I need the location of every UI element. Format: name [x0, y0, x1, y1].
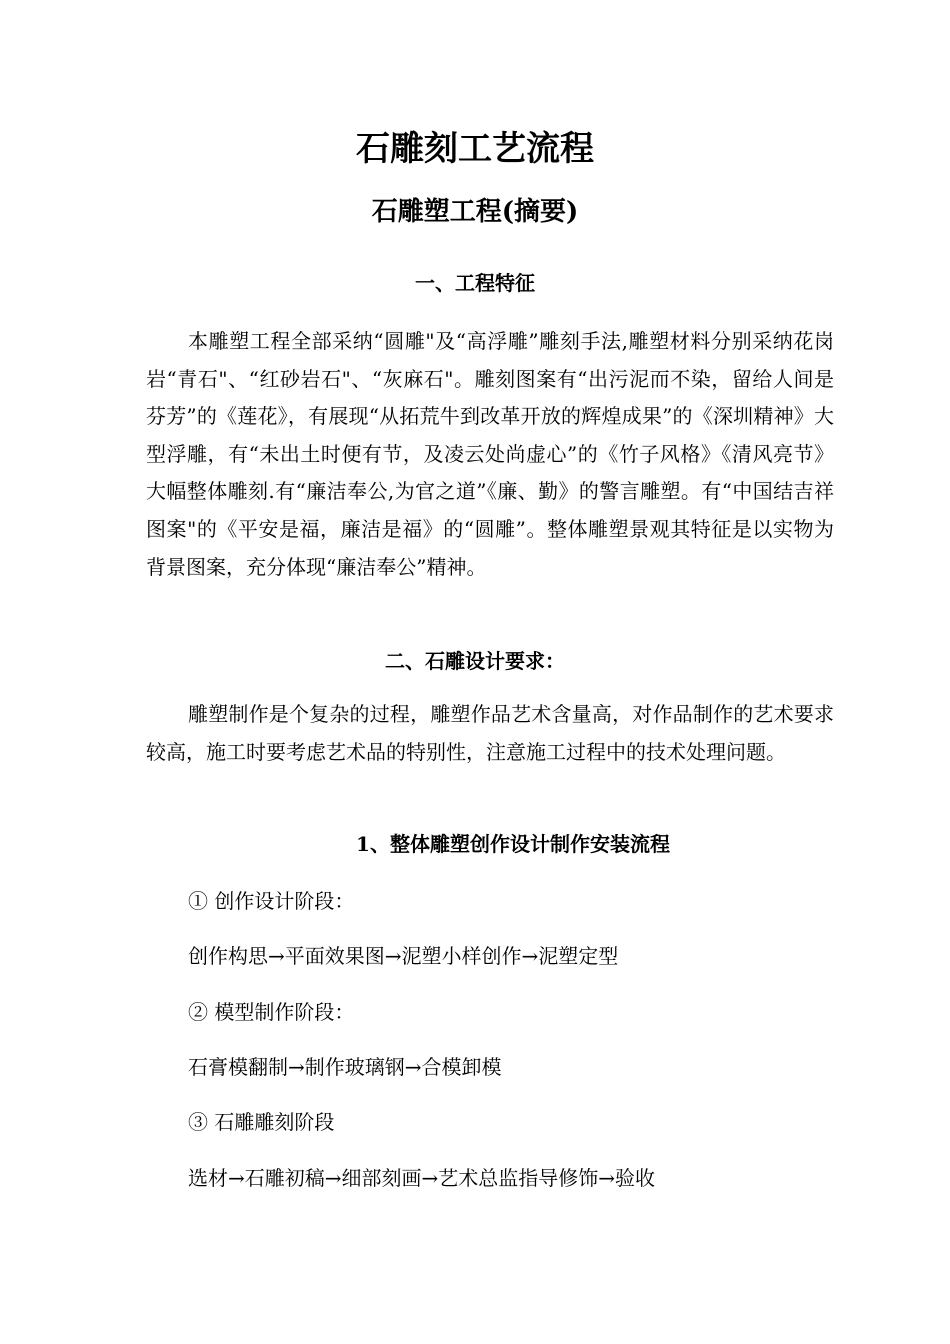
- subsection-heading-process: 1、整体雕塑创作设计制作安装流程: [356, 832, 670, 856]
- document-title: 石雕刻工艺流程: [356, 129, 594, 169]
- stage1-flow: 创作构思→平面效果图→泥塑小样创作→泥塑定型: [188, 944, 619, 968]
- document-subtitle: 石雕塑工程(摘要): [371, 197, 579, 227]
- section-body-features: 本雕塑工程全部采纳“圆雕"及“高浮雕”雕刻手法,雕塑材料分别采纳花岗岩“青石"、“红砂岩石"、“灰麻石"。雕刻图案有“出污泥而不染，留给人间是芬芳”的《莲花》，有展现“从拓荒牛到改革开放的辉煌成果”的《深圳精神》大型浮雕，有“未出土时便有节，及凌云处尚虚心”的《竹子风格》《清风亮节》大幅整体雕刻.有“廉洁奉公,为官之道”《廉、勤》的警言雕塑。有“中国结吉祥图案"的《平安是福，廉洁是福》的“圆雕”。整体雕塑景观其特征是以实物为背景图案，充分体现“廉洁奉公”精神。: [146, 329, 834, 579]
- section-body-design-requirements: 雕塑制作是个复杂的过程，雕塑作品艺术含量高，对作品制作的艺术要求较高，施工时要考虑艺术品的特别性，注意施工过程中的技术处理问题。: [146, 702, 834, 764]
- stage2-label: ② 模型制作阶段：: [188, 1000, 355, 1024]
- section-heading-design-requirements: 二、石雕设计要求：: [385, 649, 565, 673]
- stage1-label: ① 创作设计阶段：: [188, 889, 355, 913]
- stage2-flow: 石膏模翻制→制作玻璃钢→合模卸模: [188, 1055, 502, 1079]
- stage3-label: ③ 石雕雕刻阶段: [188, 1110, 335, 1134]
- section-heading-features: 一、工程特征: [415, 271, 535, 295]
- stage3-flow: 选材→石雕初稿→细部刻画→艺术总监指导修饰→验收: [188, 1166, 656, 1190]
